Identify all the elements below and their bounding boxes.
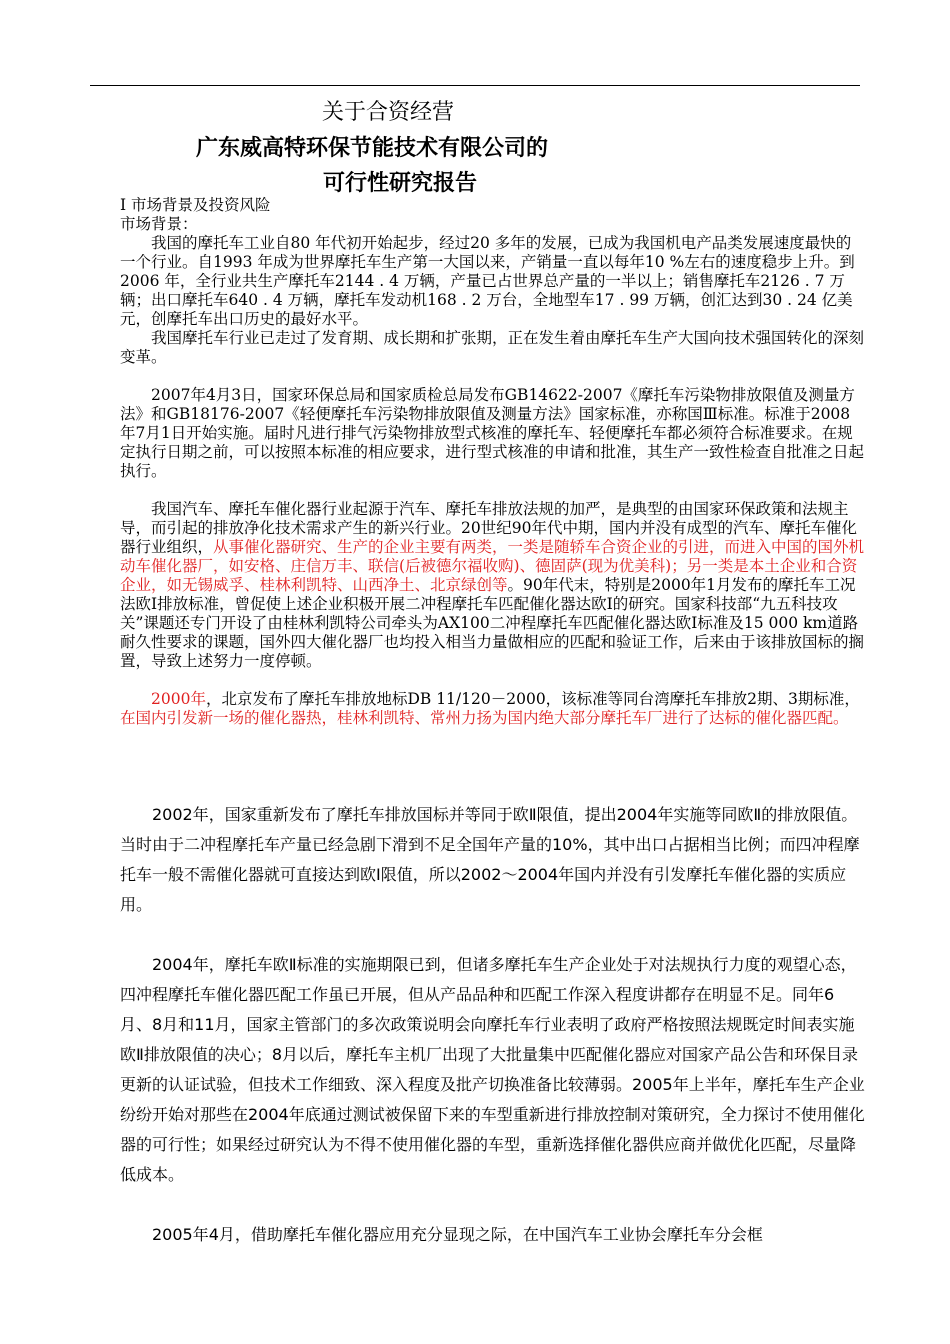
spacer (120, 671, 865, 690)
paragraph-5 (120, 690, 865, 728)
paragraph-8: 2005年4月，借助摩托车催化器应用充分显现之际，在中国汽车工业协会摩托车分会框 (152, 1225, 763, 1244)
spacer (120, 367, 865, 386)
spacer (120, 481, 865, 500)
paragraph-5-year: 2000年 (151, 690, 206, 708)
paragraph-4-highlight: 从事催化器研究、生产的企业主要有两类，一类是随轿车合资企业的引进，而进入中国的国外机动车催化器厂，如安格、庄信万丰、联信(后被德尔福收购)、德固萨(现为优美科)；另一类是本土企业和合资企业，如无锡威孚、桂林利凯特、山西净土、北京绿创等 (120, 538, 865, 594)
section-subheading: 市场背景： (120, 215, 198, 233)
paragraph-5-part-b: ，北京发布了摩托车排放地标DB 11/120－2000，该标准等同台湾摩托车排放2期、3期标准， (205, 690, 860, 708)
paragraph-4-part-c: 。90年代末，特别是2000年1月发布的摩托车工况法欧Ⅰ排放标准，曾促使上述企业积极开展二冲程摩托车匹配催化器达欧Ⅰ的研究。国家科技部“九五科技攻关”课题还专门开设了由桂林利凯特公司牵头为AX100二冲程摩托车匹配催化器达欧Ⅰ标准及15 000 km道路耐久性要求的课题，国外四大催化器厂也均投入相当力量做相应的匹配和验证工作，后来由于该排放国标的搁置，导致上述努力一度停顿。 (120, 576, 865, 670)
paragraph-4 (120, 500, 865, 671)
paragraph-3: 2007年4月3日，国家环保总局和国家质检总局发布GB14622-2007《摩托车污染物排放限值及测量方法》和GB18176-2007《轻便摩托车污染物排放限值及测量方法》国家标准，亦称国Ⅲ标准。标准于2008年7月1日开始实施。届时凡进行排气污染物排放型式核准的摩托车、轻便摩托车都必须符合标准要求。在规定执行日期之前，可以按照本标准的相应要求，进行型式核准的申请和批准，其生产一致性检查自批准之日起执行。 (120, 386, 865, 480)
spacer (120, 1190, 865, 1220)
spacer (120, 920, 865, 950)
title-line-2: 广东威高特环保节能技术有限公司的 (196, 136, 549, 161)
body-section-1 (120, 196, 865, 728)
paragraph-5-highlight: 在国内引发新一场的催化器热，桂林利凯特、常州力扬为国内绝大部分摩托车厂进行了达标的催化器匹配。 (120, 709, 849, 727)
paragraph-2: 我国摩托车行业已走过了发育期、成长期和扩张期，正在发生着由摩托车生产大国向技术强国转化的深刻变革。 (120, 329, 865, 366)
title-line-1: 关于合资经营 (322, 100, 455, 125)
title-line-3: 可行性研究报告 (323, 171, 478, 196)
header-rule (90, 85, 860, 86)
paragraph-4-part-a: 我国汽车、摩托车催化器行业起源于汽车、摩托车排放法规的加严，是典型的由国家环保政策和法规主导，而引起的排放净化技术需求产生的新兴行业。20世纪90年代中期，国内并没有成型的汽车、摩托车催化器行业组织， (120, 500, 857, 556)
paragraph-7: 2004年，摩托车欧Ⅱ标准的实施期限已到，但诸多摩托车生产企业处于对法规执行力度的观望心态，四冲程摩托车催化器匹配工作虽已开展，但从产品品种和匹配工作深入程度讲都存在明显不足。同年6月、8月和11月，国家主管部门的多次政策说明会向摩托车行业表明了政府严格按照法规既定时间表实施欧Ⅱ排放限值的决心；8月以后，摩托车主机厂出现了大批量集中匹配催化器应对国家产品公告和环保目录更新的认证试验，但技术工作细致、深入程度及批产切换准备比较薄弱。2005年上半年，摩托车生产企业纷纷开始对那些在2004年底通过测试被保留下来的车型重新进行排放控制对策研究，全力探讨不使用催化器的可行性；如果经过研究认为不得不使用催化器的车型，重新选择催化器供应商并做优化匹配，尽量降低成本。 (120, 955, 865, 1184)
paragraph-1: 我国的摩托车工业自80 年代初开始起步，经过20 多年的发展，已成为我国机电产品类发展速度最快的一个行业。自1993 年成为世界摩托车生产第一大国以来，产销量一直以每年10 %左右的速度稳步上升。到2006 年，全行业共生产摩托车2144 . 4 万辆，产量已占世界总产量的一半以上；销售摩托车2126 . 7 万辆；出口摩托车640 . 4 万辆，摩托车发动机168 . 2 万台，全地型车17 . 99 万辆，创汇达到30 . 24 亿美元，创摩托车出口历史的最好水平。 (120, 234, 855, 328)
paragraph-6: 2002年，国家重新发布了摩托车排放国标并等同于欧Ⅱ限值，提出2004年实施等同欧Ⅱ的排放限值。当时由于二冲程摩托车产量已经急剧下滑到不足全国年产量的10%，其中出口占据相当比例；而四冲程摩托车一般不需催化器就可直接达到欧Ⅰ限值，所以2002～2004年国内并没有引发摩托车催化器的实质应用。 (120, 805, 860, 914)
section-heading: I 市场背景及投资风险 (120, 196, 271, 214)
body-section-2 (120, 800, 865, 1250)
